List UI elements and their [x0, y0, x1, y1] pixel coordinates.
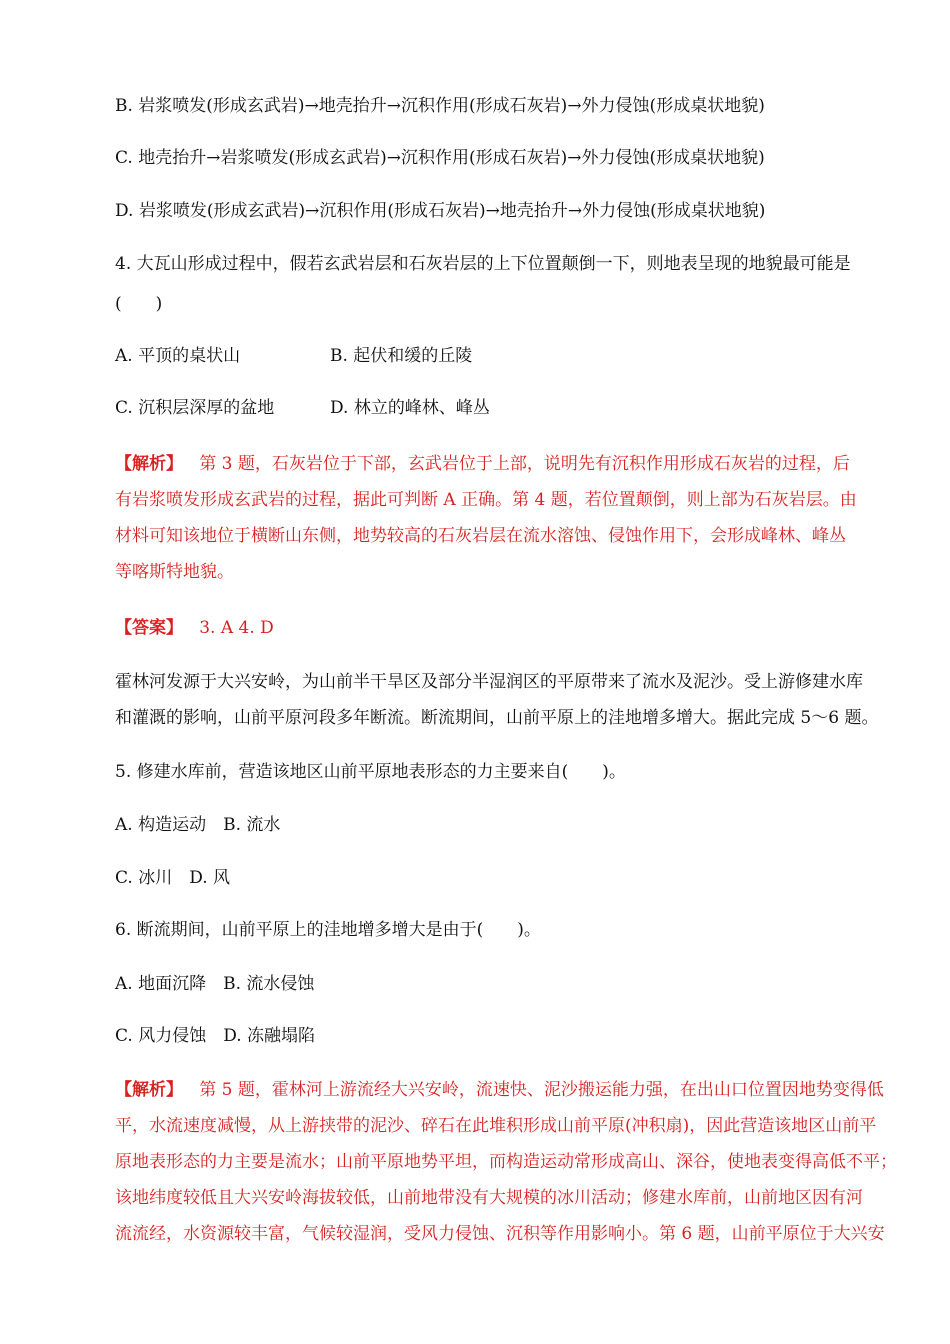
q3-option-b: B. 岩浆喷发(形成玄武岩)→地壳抬升→沉积作用(形成石灰岩)→外力侵蚀(形成桌状地貌): [115, 96, 765, 116]
q4-option-d: D. 林立的峰林、峰丛: [330, 398, 490, 418]
q5-options-ab: A. 构造运动 B. 流水: [115, 815, 281, 835]
q4-stem: 4. 大瓦山形成过程中，假若玄武岩层和石灰岩层的上下位置颠倒一下，则地表呈现的地貌最可能是: [115, 254, 851, 274]
analysis-line: 有岩浆喷发形成玄武岩的过程，据此可判断 A 正确。第 4 题，若位置颠倒，则上部为石灰岩层。由: [115, 490, 857, 510]
analysis-tag: 【解析】: [115, 454, 183, 474]
q3-option-c: C. 地壳抬升→岩浆喷发(形成玄武岩)→沉积作用(形成石灰岩)→外力侵蚀(形成桌状地貌): [115, 148, 765, 168]
q4-option-b: B. 起伏和缓的丘陵: [330, 346, 473, 366]
q3-option-d: D. 岩浆喷发(形成玄武岩)→沉积作用(形成石灰岩)→地壳抬升→外力侵蚀(形成桌状地貌): [115, 201, 766, 221]
analysis-line: [115, 446, 850, 482]
analysis-line: 流流经，水资源较丰富，气候较湿润，受风力侵蚀、沉积等作用影响小。第 6 题，山前平原位于大兴安: [115, 1224, 885, 1244]
analysis-line: 原地表形态的力主要是流水；山前平原地势平坦，而构造运动常形成高山、深谷，使地表变得高低不平；: [115, 1152, 897, 1172]
material-line: 霍林河发源于大兴安岭，为山前半干旱区及部分半湿润区的平原带来了流水及泥沙。受上游修建水库: [115, 672, 863, 692]
q5-stem: 5. 修建水库前，营造该地区山前平原地表形态的力主要来自( )。: [115, 762, 626, 782]
q4-option-a: A. 平顶的桌状山: [115, 346, 241, 366]
analysis-line: 平，水流速度减慢，从上游挟带的泥沙、碎石在此堆积形成山前平原(冲积扇)，因此营造该地区山前平: [115, 1116, 877, 1136]
answer-text: 3. A 4. D: [199, 618, 274, 638]
analysis-text: 第 3 题，石灰岩位于下部，玄武岩位于上部，说明先有沉积作用形成石灰岩的过程，后: [199, 454, 850, 474]
analysis-line: 等喀斯特地貌。: [115, 562, 234, 582]
q5-options-cd: C. 冰川 D. 风: [115, 868, 231, 888]
analysis-line: 该地纬度较低且大兴安岭海拔较低，山前地带没有大规模的冰川活动；修建水库前，山前地区因有河: [115, 1188, 863, 1208]
material-line: 和灌溉的影响，山前平原河段多年断流。断流期间，山前平原上的洼地增多增大。据此完成 5～6 题。: [115, 708, 879, 728]
analysis-line: [115, 1072, 884, 1108]
analysis-block-2: [115, 1072, 897, 1252]
analysis-line: 材料可知该地位于横断山东侧，地势较高的石灰岩层在流水溶蚀、侵蚀作用下，会形成峰林、峰丛: [115, 526, 846, 546]
analysis-tag: 【解析】: [115, 1080, 183, 1100]
material-block: [115, 664, 879, 736]
analysis-block-1: [115, 446, 857, 590]
q4-blank: ( ): [115, 294, 163, 314]
analysis-text: 第 5 题，霍林河上游流经大兴安岭，流速快、泥沙搬运能力强，在出山口位置因地势变得低: [199, 1080, 884, 1100]
answer-tag: 【答案】: [115, 618, 183, 638]
q4-option-row-2: [115, 398, 274, 418]
q6-stem: 6. 断流期间，山前平原上的洼地增多增大是由于( )。: [115, 920, 541, 940]
q6-options-cd: C. 风力侵蚀 D. 冻融塌陷: [115, 1026, 316, 1046]
q6-options-ab: A. 地面沉降 B. 流水侵蚀: [115, 974, 315, 994]
q4-option-c: C. 沉积层深厚的盆地: [115, 398, 275, 418]
q4-option-row-1: [115, 346, 240, 366]
answer-block-1: [115, 618, 274, 638]
